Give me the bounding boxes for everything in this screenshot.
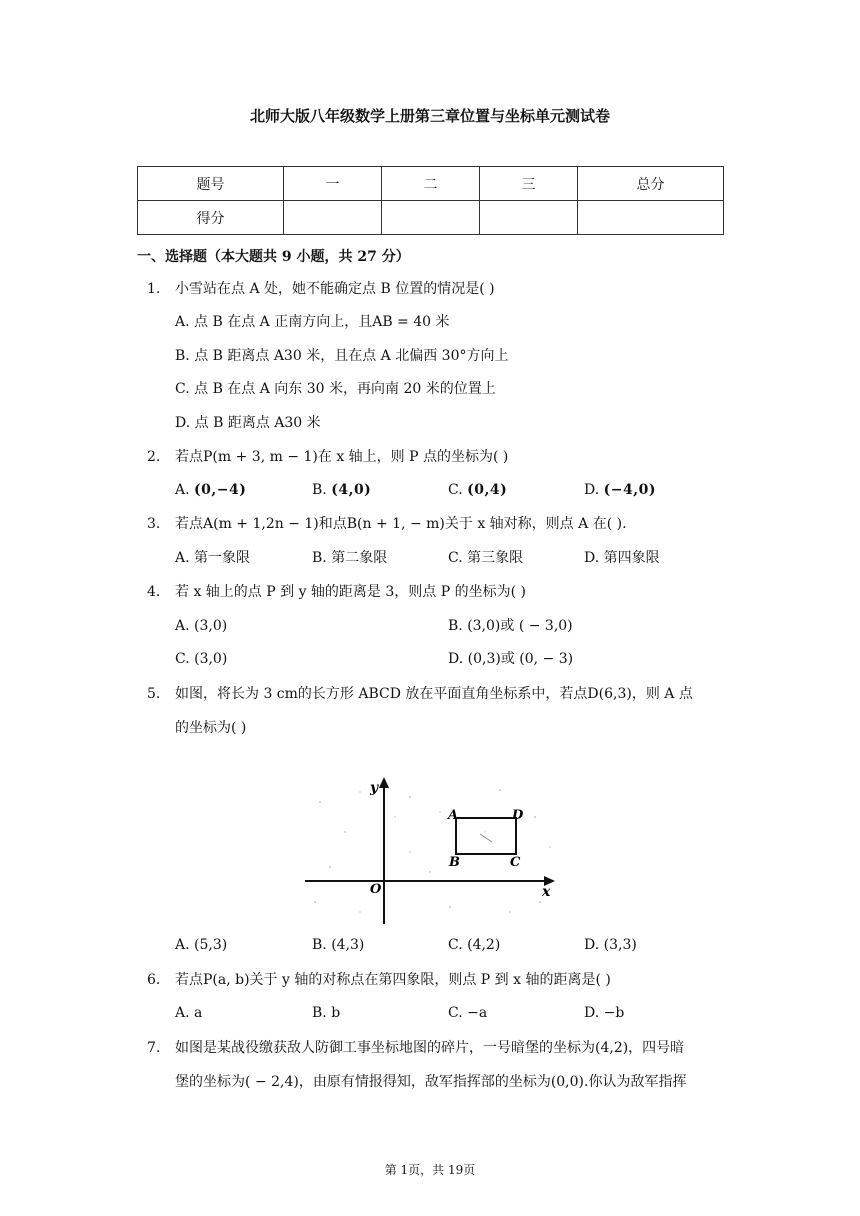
option-letter: A. (175, 482, 190, 498)
option-letter: C. (448, 482, 463, 498)
option-value: (−4,0) (603, 482, 656, 498)
question-text-line1: 如图，将长为 3 cm的长方形 ABCD 放在平面直角坐标系中，若点D(6,3)，则 A 点 (175, 686, 693, 702)
table-cell: 一 (284, 167, 382, 201)
option-b[interactable]: B. (4,3) (312, 937, 365, 953)
page-footer: 第 1页，共 19页 (384, 1163, 476, 1177)
option-a[interactable]: A. (3,0) (175, 618, 228, 634)
point-b-label: B (449, 855, 460, 870)
option-c[interactable]: C. 第三象限 (448, 550, 524, 566)
rectangle-abcd (456, 818, 516, 854)
option-c[interactable]: C. 点 B 在点 A 向东 30 米，再向南 20 米的位置上 (175, 381, 496, 397)
question-text-line2: 堡的坐标为( − 2,4)，由原有情报得知，敌军指挥部的坐标为(0,0).你认为敌军指挥 (175, 1074, 687, 1090)
option-b[interactable]: B. 第二象限 (312, 550, 388, 566)
option-b[interactable]: B. b (312, 1005, 341, 1021)
table-row (138, 201, 724, 235)
option-d[interactable]: D. −b (584, 1005, 625, 1021)
option-c[interactable]: C. (4,2) (448, 937, 501, 953)
option-a[interactable]: A. (5,3) (175, 937, 228, 953)
question-number: 3. (147, 516, 161, 532)
table-cell: 三 (480, 167, 578, 201)
table-row (138, 167, 724, 201)
option-c[interactable] (448, 480, 507, 500)
coordinate-figure (300, 772, 560, 928)
table-cell[interactable] (480, 201, 578, 235)
question-text: 若点P(a, b)关于 y 轴的对称点在第四象限，则点 P 到 x 轴的距离是( ) (175, 972, 611, 988)
option-a[interactable] (175, 480, 246, 500)
option-a[interactable]: A. 点 B 在点 A 正南方向上，且AB = 40 米 (175, 314, 450, 330)
table-cell: 题号 (138, 167, 284, 201)
question-number: 5. (147, 686, 161, 702)
option-c[interactable]: C. (3,0) (175, 651, 228, 667)
option-letter: B. (312, 482, 327, 498)
page-title: 北师大版八年级数学上册第三章位置与坐标单元测试卷 (249, 107, 610, 125)
question-text: 小雪站在点 A 处，她不能确定点 B 位置的情况是( ) (175, 281, 495, 297)
table-cell: 总分 (578, 167, 724, 201)
option-value: (4,0) (331, 482, 372, 498)
question-text-line1: 如图是某战役缴获敌人防御工事坐标地图的碎片，一号暗堡的坐标为(4,2)，四号暗 (175, 1040, 685, 1056)
question-number: 7. (147, 1040, 161, 1056)
option-c[interactable]: C. −a (448, 1005, 488, 1021)
option-b[interactable] (312, 480, 371, 500)
option-d[interactable]: D. (3,3) (584, 937, 637, 953)
table-cell[interactable] (382, 201, 480, 235)
point-d-label: D (512, 808, 524, 823)
y-axis-arrow-icon (379, 777, 389, 788)
option-d[interactable]: D. 第四象限 (584, 550, 660, 566)
section-heading: 一、选择题（本大题共 9 小题，共 27 分） (137, 249, 410, 265)
question-number: 6. (147, 972, 161, 988)
option-d[interactable]: D. 点 B 距离点 A30 米 (175, 415, 321, 431)
question-text: 若 x 轴上的点 P 到 y 轴的距离是 3，则点 P 的坐标为( ) (175, 584, 526, 600)
option-d[interactable]: D. (0,3)或 (0, − 3) (448, 651, 574, 667)
y-label: y (370, 780, 379, 796)
point-c-label: C (510, 855, 521, 870)
option-b[interactable]: B. 点 B 距离点 A30 米，且在点 A 北偏西 30°方向上 (175, 348, 509, 364)
smudge-mark (480, 834, 492, 842)
score-table (137, 166, 724, 235)
question-text: 若点P(m + 3, m − 1)在 x 轴上，则 P 点的坐标为( ) (175, 449, 509, 465)
option-d[interactable] (584, 480, 656, 500)
option-letter: D. (584, 482, 600, 498)
x-label: x (542, 884, 551, 900)
question-text-line2: 的坐标为( ) (175, 720, 247, 736)
table-cell[interactable] (578, 201, 724, 235)
option-value: (0,4) (467, 482, 508, 498)
point-a-label: A (448, 808, 459, 823)
option-b[interactable]: B. (3,0)或 ( − 3,0) (448, 618, 573, 634)
table-cell: 二 (382, 167, 480, 201)
question-number: 2. (147, 449, 161, 465)
table-cell: 得分 (138, 201, 284, 235)
question-number: 1. (147, 281, 161, 297)
option-value: (0,−4) (194, 482, 247, 498)
table-cell[interactable] (284, 201, 382, 235)
question-text: 若点A(m + 1,2n − 1)和点B(n + 1, − m)关于 x 轴对称，则点 A 在( ). (175, 516, 627, 532)
origin-label: O (370, 882, 382, 897)
question-number: 4. (147, 584, 161, 600)
option-a[interactable]: A. 第一象限 (175, 550, 251, 566)
option-a[interactable]: A. a (175, 1005, 203, 1021)
